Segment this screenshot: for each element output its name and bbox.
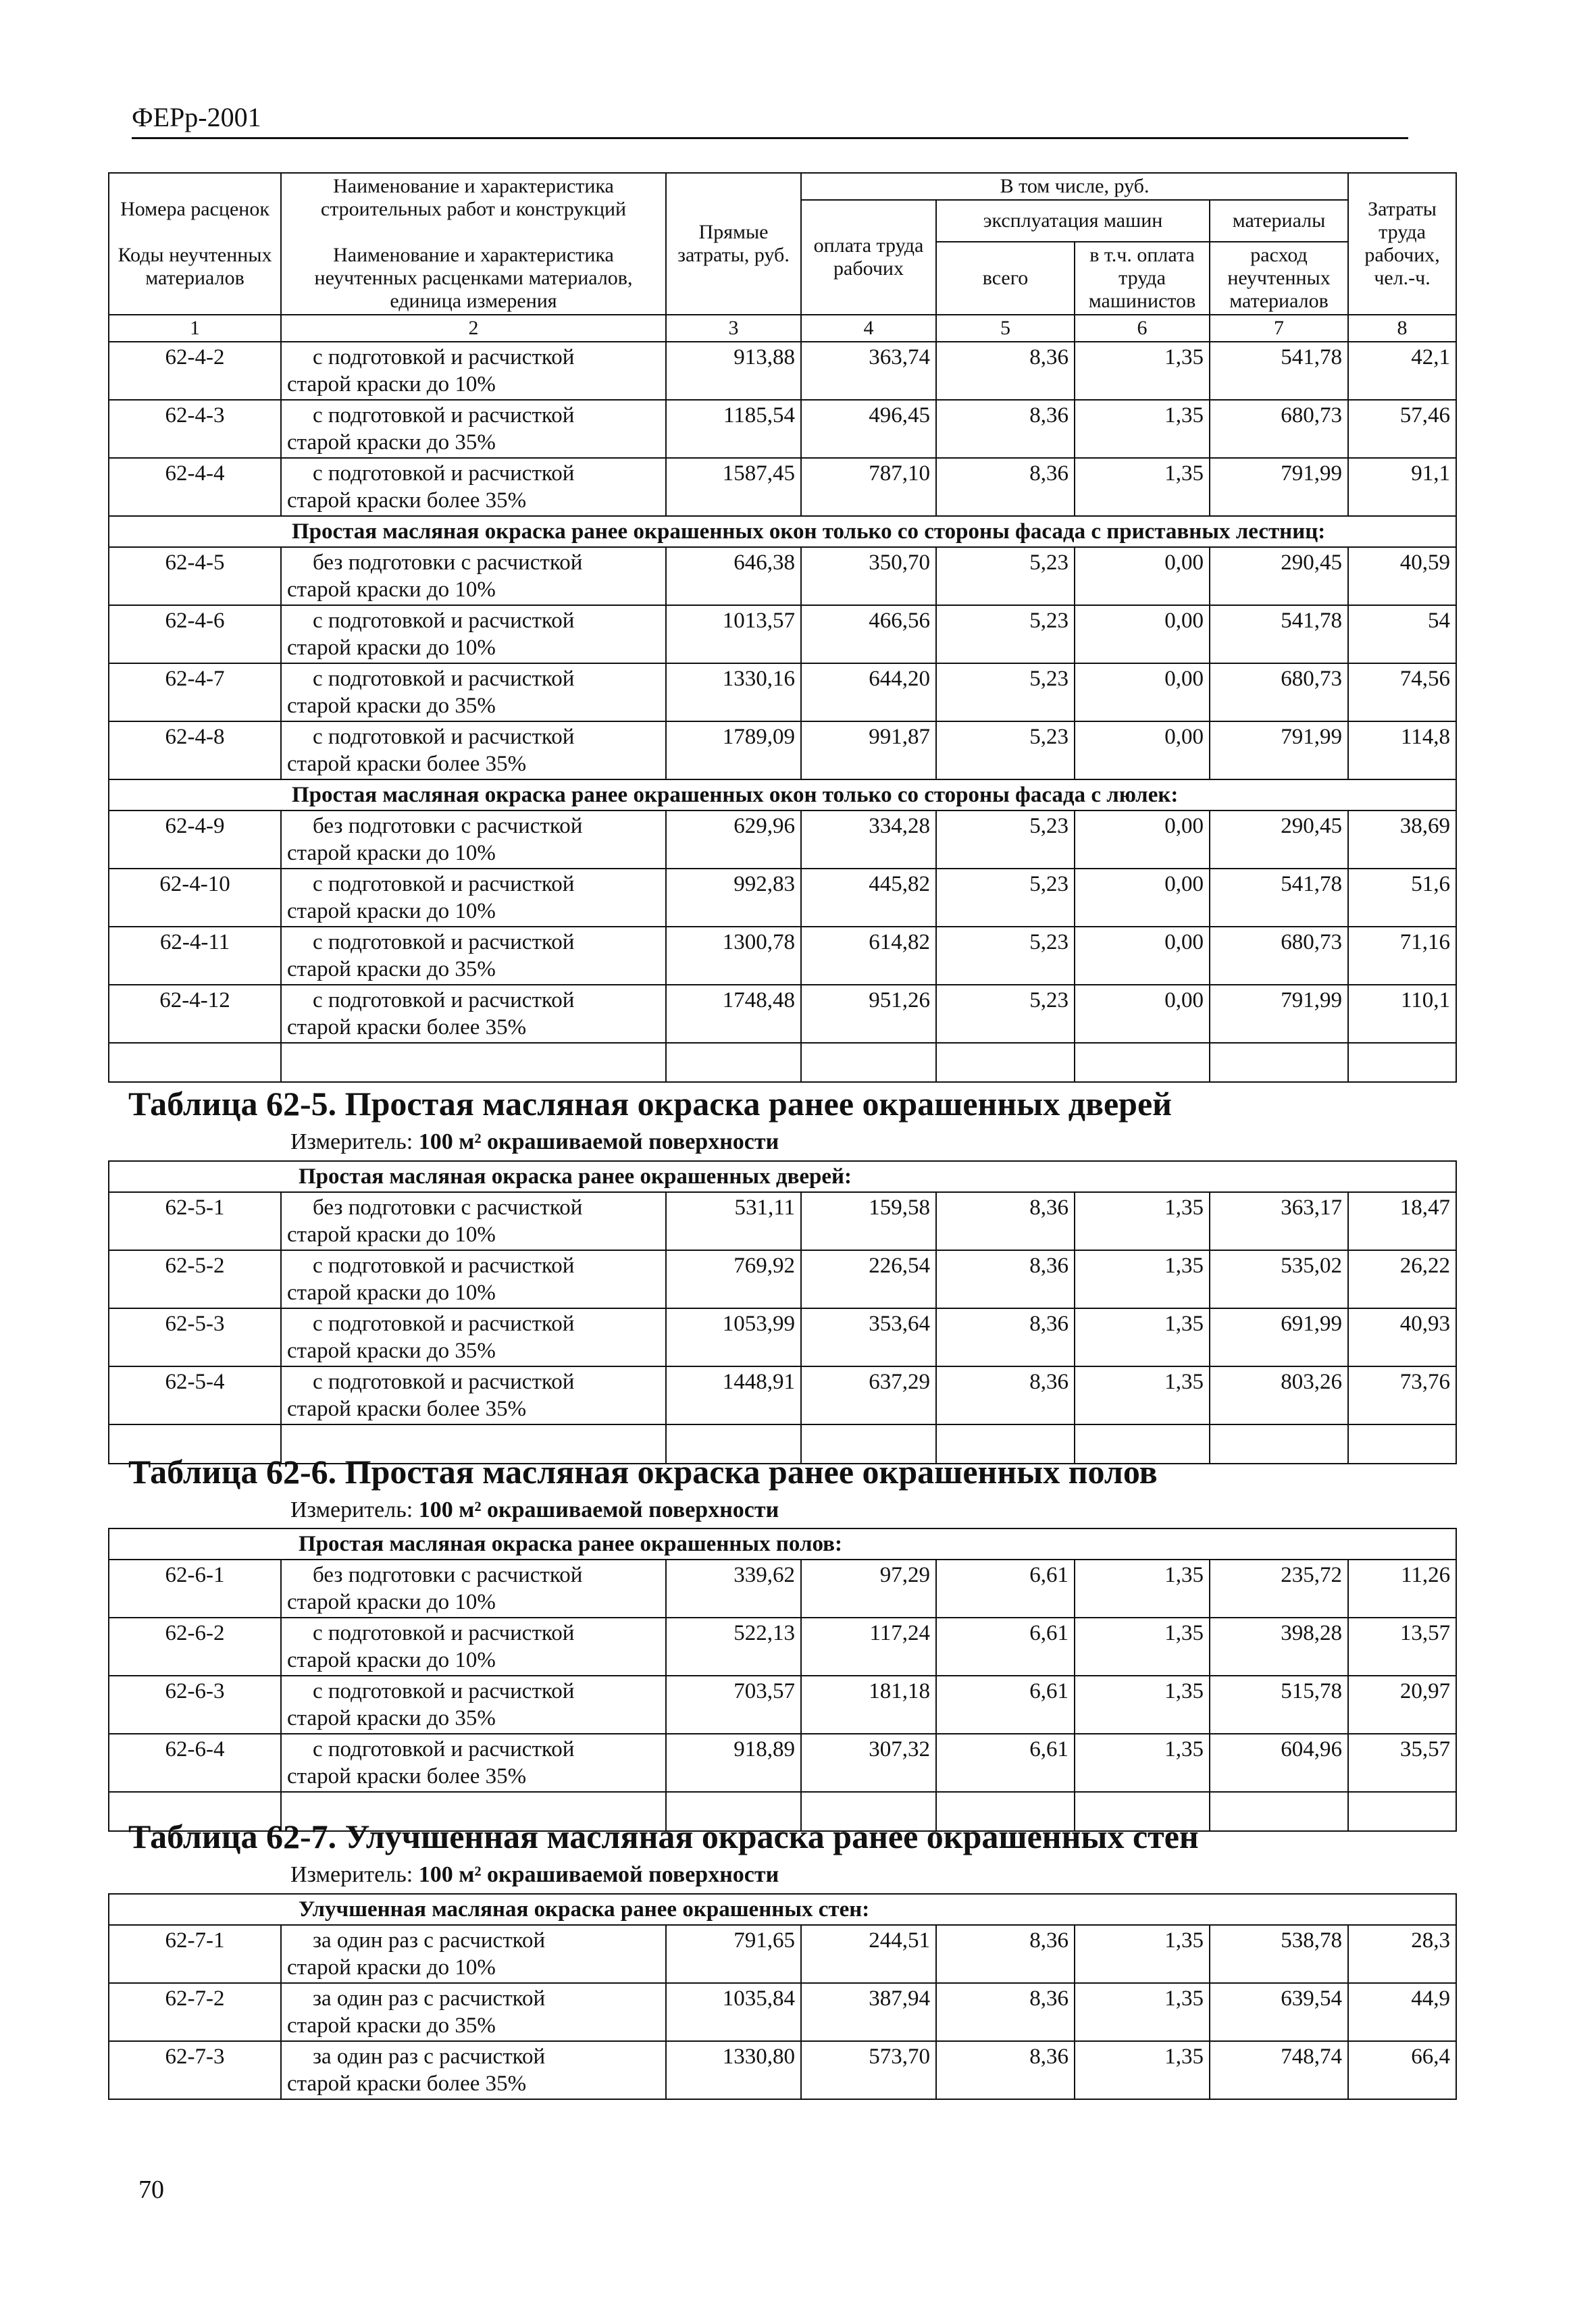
- labor-hours-cell: 110,1: [1348, 985, 1456, 1043]
- description-line: за один раз с расчисткой: [313, 1928, 546, 1953]
- wages-cell: 573,70: [801, 2041, 936, 2099]
- wages-cell: 991,87: [801, 721, 936, 779]
- materials-cell: 538,78: [1210, 1925, 1348, 1983]
- rate-code: 62-6-2: [109, 1618, 281, 1676]
- machines-total-cell: 8,36: [936, 1308, 1075, 1366]
- rate-code: 62-4-9: [109, 811, 281, 869]
- materials-cell: 680,73: [1210, 663, 1348, 721]
- table-row: [109, 1560, 1456, 1618]
- table-row: [109, 2041, 1456, 2099]
- machinist-wages-cell: 1,35: [1075, 1250, 1210, 1308]
- header-labor: Затраты труда рабочих, чел.-ч.: [1348, 173, 1456, 315]
- description-line: с подготовкой и расчисткой: [313, 1737, 575, 1762]
- wages-cell: 353,64: [801, 1308, 936, 1366]
- machines-total-cell: 8,36: [936, 1983, 1075, 2041]
- wages-cell: 644,20: [801, 663, 936, 721]
- wages-cell: 307,32: [801, 1734, 936, 1792]
- table-row: [109, 400, 1456, 458]
- work-description: [281, 1676, 666, 1734]
- machinist-wages-cell: 1,35: [1075, 342, 1210, 400]
- direct-costs-cell: 629,96: [666, 811, 801, 869]
- wages-cell: 951,26: [801, 985, 936, 1043]
- labor-hours-cell: 66,4: [1348, 2041, 1456, 2099]
- materials-cell: 515,78: [1210, 1676, 1348, 1734]
- wages-cell: 334,28: [801, 811, 936, 869]
- labor-hours-cell: 73,76: [1348, 1366, 1456, 1424]
- description-line: старой краски до 10%: [287, 577, 496, 602]
- machines-total-cell: 8,36: [936, 342, 1075, 400]
- table-62-5-measure: Измеритель: 100 м² окрашиваемой поверхности: [290, 1129, 779, 1154]
- table-62-7-measure: Измеритель: 100 м² окрашиваемой поверхности: [290, 1862, 779, 1887]
- labor-hours-cell: 51,6: [1348, 869, 1456, 927]
- machines-total-cell: 8,36: [936, 1925, 1075, 1983]
- labor-hours-cell: 11,26: [1348, 1560, 1456, 1618]
- description-line: старой краски до 10%: [287, 1955, 496, 1980]
- wages-cell: 181,18: [801, 1676, 936, 1734]
- table-row: [109, 811, 1456, 869]
- filler-row: [109, 1043, 1456, 1082]
- direct-costs-cell: 1748,48: [666, 985, 801, 1043]
- rate-code: 62-5-4: [109, 1366, 281, 1424]
- materials-cell: 791,99: [1210, 458, 1348, 516]
- materials-cell: 363,17: [1210, 1192, 1348, 1250]
- rate-code: 62-4-2: [109, 342, 281, 400]
- header-including: В том числе, руб.: [801, 173, 1348, 200]
- direct-costs-cell: 992,83: [666, 869, 801, 927]
- direct-costs-cell: 1330,16: [666, 663, 801, 721]
- description-line: с подготовкой и расчисткой: [313, 667, 575, 691]
- description-line: с подготовкой и расчисткой: [313, 1254, 575, 1278]
- table-62-7-title: Таблица 62-7. Улучшенная масляная окраска ранее окрашенных стен: [128, 1818, 1199, 1855]
- description-line: старой краски более 35%: [287, 488, 527, 513]
- direct-costs-cell: 1789,09: [666, 721, 801, 779]
- column-number: 2: [281, 315, 666, 342]
- machinist-wages-cell: 1,35: [1075, 1366, 1210, 1424]
- description-line: старой краски до 10%: [287, 1223, 496, 1247]
- rate-code: 62-4-5: [109, 547, 281, 605]
- description-line: старой краски до 35%: [287, 1339, 496, 1363]
- machines-total-cell: 8,36: [936, 400, 1075, 458]
- description-line: старой краски до 35%: [287, 2013, 496, 2038]
- labor-hours-cell: 13,57: [1348, 1618, 1456, 1676]
- work-description: [281, 605, 666, 663]
- work-description: [281, 1925, 666, 1983]
- table-row: [109, 1192, 1456, 1250]
- rate-code: 62-4-10: [109, 869, 281, 927]
- machinist-wages-cell: 1,35: [1075, 458, 1210, 516]
- rate-code: 62-4-7: [109, 663, 281, 721]
- table-row: [109, 342, 1456, 400]
- direct-costs-cell: 1185,54: [666, 400, 801, 458]
- wages-cell: 117,24: [801, 1618, 936, 1676]
- rate-code: 62-4-8: [109, 721, 281, 779]
- description-line: старой краски до 35%: [287, 957, 496, 981]
- section-heading: Простая масляная окраска ранее окрашенных дверей:: [109, 1161, 1456, 1192]
- description-line: старой краски более 35%: [287, 1764, 527, 1789]
- machinist-wages-cell: 1,35: [1075, 2041, 1210, 2099]
- direct-costs-cell: 1013,57: [666, 605, 801, 663]
- section-row: [109, 516, 1456, 547]
- work-description: [281, 1366, 666, 1424]
- column-number: 5: [936, 315, 1075, 342]
- machinist-wages-cell: 0,00: [1075, 547, 1210, 605]
- machinist-wages-cell: 0,00: [1075, 811, 1210, 869]
- work-description: [281, 1983, 666, 2041]
- materials-cell: 398,28: [1210, 1618, 1348, 1676]
- section-heading: Простая масляная окраска ранее окрашенных окон только со стороны фасада с люлек:: [109, 779, 1456, 811]
- work-description: [281, 927, 666, 985]
- column-number: 6: [1075, 315, 1210, 342]
- table-row: [109, 1250, 1456, 1308]
- table-row: [109, 869, 1456, 927]
- description-line: с подготовкой и расчисткой: [313, 725, 575, 749]
- rate-code: 62-7-2: [109, 1983, 281, 2041]
- description-line: старой краски до 10%: [287, 899, 496, 923]
- description-line: старой краски более 35%: [287, 752, 527, 776]
- table-row: [109, 985, 1456, 1043]
- rate-code: 62-4-4: [109, 458, 281, 516]
- section-row: [109, 779, 1456, 811]
- materials-cell: 639,54: [1210, 1983, 1348, 2041]
- labor-hours-cell: 40,93: [1348, 1308, 1456, 1366]
- wages-cell: 159,58: [801, 1192, 936, 1250]
- column-number: 8: [1348, 315, 1456, 342]
- description-line: с подготовкой и расчисткой: [313, 1370, 575, 1394]
- wages-cell: 244,51: [801, 1925, 936, 1983]
- materials-cell: 791,99: [1210, 985, 1348, 1043]
- description-line: за один раз с расчисткой: [313, 1986, 546, 2011]
- column-number: 4: [801, 315, 936, 342]
- rate-code: 62-7-3: [109, 2041, 281, 2099]
- table-62-5-title: Таблица 62-5. Простая масляная окраска ранее окрашенных дверей: [128, 1085, 1172, 1123]
- materials-cell: 290,45: [1210, 547, 1348, 605]
- description-line: за один раз с расчисткой: [313, 2045, 546, 2069]
- column-number: 7: [1210, 315, 1348, 342]
- table-row: [109, 605, 1456, 663]
- rate-code: 62-4-11: [109, 927, 281, 985]
- description-line: с подготовкой и расчисткой: [313, 1679, 575, 1703]
- materials-cell: 535,02: [1210, 1250, 1348, 1308]
- labor-hours-cell: 18,47: [1348, 1192, 1456, 1250]
- description-line: старой краски до 10%: [287, 372, 496, 396]
- description-line: старой краски до 10%: [287, 1648, 496, 1672]
- work-description: [281, 663, 666, 721]
- materials-cell: 748,74: [1210, 2041, 1348, 2099]
- materials-cell: 541,78: [1210, 342, 1348, 400]
- wages-cell: 226,54: [801, 1250, 936, 1308]
- description-line: с подготовкой и расчисткой: [313, 403, 575, 428]
- labor-hours-cell: 42,1: [1348, 342, 1456, 400]
- table-62-7: [108, 1893, 1456, 2100]
- materials-cell: 604,96: [1210, 1734, 1348, 1792]
- labor-hours-cell: 57,46: [1348, 400, 1456, 458]
- section-heading: Простая масляная окраска ранее окрашенных окон только со стороны фасада с приставных лестниц:: [109, 516, 1456, 547]
- materials-cell: 235,72: [1210, 1560, 1348, 1618]
- table-row: [109, 1983, 1456, 2041]
- direct-costs-cell: 769,92: [666, 1250, 801, 1308]
- work-description: [281, 1192, 666, 1250]
- header-wages: оплата труда рабочих: [801, 200, 936, 315]
- table-row: [109, 458, 1456, 516]
- table-62-4: [108, 172, 1456, 1083]
- labor-hours-cell: 74,56: [1348, 663, 1456, 721]
- section-row: [109, 1894, 1456, 1925]
- table-row: [109, 1676, 1456, 1734]
- description-line: старой краски более 35%: [287, 1015, 527, 1039]
- description-line: старой краски до 35%: [287, 1706, 496, 1730]
- materials-cell: 791,99: [1210, 721, 1348, 779]
- description-line: с подготовкой и расчисткой: [313, 1312, 575, 1336]
- direct-costs-cell: 913,88: [666, 342, 801, 400]
- wages-cell: 466,56: [801, 605, 936, 663]
- machinist-wages-cell: 1,35: [1075, 1925, 1210, 1983]
- machines-total-cell: 5,23: [936, 605, 1075, 663]
- section-row: [109, 1161, 1456, 1192]
- table-row: [109, 721, 1456, 779]
- machinist-wages-cell: 1,35: [1075, 1983, 1210, 2041]
- table-row: [109, 927, 1456, 985]
- work-description: [281, 1250, 666, 1308]
- table-62-6-title: Таблица 62-6. Простая масляная окраска ранее окрашенных полов: [128, 1453, 1158, 1491]
- machines-total-cell: 8,36: [936, 1250, 1075, 1308]
- materials-cell: 541,78: [1210, 869, 1348, 927]
- materials-cell: 691,99: [1210, 1308, 1348, 1366]
- machines-total-cell: 8,36: [936, 458, 1075, 516]
- direct-costs-cell: 791,65: [666, 1925, 801, 1983]
- direct-costs-cell: 522,13: [666, 1618, 801, 1676]
- table-row: [109, 663, 1456, 721]
- machines-total-cell: 5,23: [936, 721, 1075, 779]
- table-62-6: [108, 1528, 1456, 1832]
- rate-code: 62-4-6: [109, 605, 281, 663]
- machinist-wages-cell: 1,35: [1075, 1734, 1210, 1792]
- machines-total-cell: 6,61: [936, 1676, 1075, 1734]
- header-direct-costs: Прямые затраты, руб.: [666, 173, 801, 315]
- labor-hours-cell: 71,16: [1348, 927, 1456, 985]
- wages-cell: 350,70: [801, 547, 936, 605]
- labor-hours-cell: 28,3: [1348, 1925, 1456, 1983]
- machinist-wages-cell: 0,00: [1075, 605, 1210, 663]
- rate-code: 62-4-12: [109, 985, 281, 1043]
- direct-costs-cell: 1587,45: [666, 458, 801, 516]
- rate-code: 62-5-3: [109, 1308, 281, 1366]
- wages-cell: 614,82: [801, 927, 936, 985]
- description-line: старой краски до 35%: [287, 430, 496, 455]
- labor-hours-cell: 35,57: [1348, 1734, 1456, 1792]
- header-machines: эксплуатация машин: [936, 200, 1210, 242]
- column-number: 1: [109, 315, 281, 342]
- machines-total-cell: 5,23: [936, 927, 1075, 985]
- machinist-wages-cell: 0,00: [1075, 869, 1210, 927]
- description-line: с подготовкой и расчисткой: [313, 872, 575, 896]
- table-row: [109, 1618, 1456, 1676]
- wages-cell: 97,29: [801, 1560, 936, 1618]
- running-header: ФЕРр-2001: [132, 101, 1408, 139]
- materials-cell: 803,26: [1210, 1366, 1348, 1424]
- wages-cell: 787,10: [801, 458, 936, 516]
- direct-costs-cell: 531,11: [666, 1192, 801, 1250]
- work-description: [281, 2041, 666, 2099]
- rate-code: 62-4-3: [109, 400, 281, 458]
- header-name: Наименование и характеристика строительных работ и конструкций Наименование и характеристика неучтенных расценками материалов, единица измерения: [281, 173, 666, 315]
- direct-costs-cell: 1448,91: [666, 1366, 801, 1424]
- header-codes: Номера расценок Коды неучтенных материалов: [109, 173, 281, 315]
- description-line: с подготовкой и расчисткой: [313, 988, 575, 1012]
- description-line: старой краски до 35%: [287, 694, 496, 718]
- machinist-wages-cell: 1,35: [1075, 1560, 1210, 1618]
- header-mach-total: всего: [936, 242, 1075, 315]
- direct-costs-cell: 339,62: [666, 1560, 801, 1618]
- direct-costs-cell: 1035,84: [666, 1983, 801, 2041]
- labor-hours-cell: 91,1: [1348, 458, 1456, 516]
- labor-hours-cell: 54: [1348, 605, 1456, 663]
- machines-total-cell: 5,23: [936, 869, 1075, 927]
- description-line: без подготовки с расчисткой: [313, 550, 583, 575]
- work-description: [281, 400, 666, 458]
- description-line: с подготовкой и расчисткой: [313, 461, 575, 486]
- direct-costs-cell: 646,38: [666, 547, 801, 605]
- labor-hours-cell: 20,97: [1348, 1676, 1456, 1734]
- machinist-wages-cell: 1,35: [1075, 1308, 1210, 1366]
- header-mach-wages: в т.ч. оплата труда машинистов: [1075, 242, 1210, 315]
- direct-costs-cell: 1053,99: [666, 1308, 801, 1366]
- work-description: [281, 811, 666, 869]
- direct-costs-cell: 1300,78: [666, 927, 801, 985]
- machinist-wages-cell: 0,00: [1075, 985, 1210, 1043]
- page-number: 70: [138, 2176, 164, 2204]
- machines-total-cell: 6,61: [936, 1734, 1075, 1792]
- description-line: с подготовкой и расчисткой: [313, 345, 575, 369]
- rate-code: 62-6-1: [109, 1560, 281, 1618]
- description-line: старой краски до 10%: [287, 1281, 496, 1305]
- header-mat-consumption: расход неучтенных материалов: [1210, 242, 1348, 315]
- table-row: [109, 1925, 1456, 1983]
- table-row: [109, 1734, 1456, 1792]
- section-row: [109, 1528, 1456, 1560]
- labor-hours-cell: 114,8: [1348, 721, 1456, 779]
- wages-cell: 363,74: [801, 342, 936, 400]
- machines-total-cell: 8,36: [936, 1366, 1075, 1424]
- rate-code: 62-5-1: [109, 1192, 281, 1250]
- description-line: с подготовкой и расчисткой: [313, 609, 575, 633]
- labor-hours-cell: 38,69: [1348, 811, 1456, 869]
- work-description: [281, 458, 666, 516]
- table-62-6-measure: Измеритель: 100 м² окрашиваемой поверхности: [290, 1497, 779, 1522]
- machinist-wages-cell: 0,00: [1075, 663, 1210, 721]
- direct-costs-cell: 918,89: [666, 1734, 801, 1792]
- labor-hours-cell: 26,22: [1348, 1250, 1456, 1308]
- description-line: без подготовки с расчисткой: [313, 1195, 583, 1220]
- work-description: [281, 1560, 666, 1618]
- column-number: 3: [666, 315, 801, 342]
- description-line: старой краски до 10%: [287, 636, 496, 660]
- machines-total-cell: 5,23: [936, 663, 1075, 721]
- column-numbers-row: [109, 315, 1456, 342]
- header-row-1: [109, 173, 1456, 200]
- rate-code: 62-7-1: [109, 1925, 281, 1983]
- work-description: [281, 1618, 666, 1676]
- labor-hours-cell: 40,59: [1348, 547, 1456, 605]
- work-description: [281, 985, 666, 1043]
- description-line: без подготовки с расчисткой: [313, 1563, 583, 1587]
- machines-total-cell: 5,23: [936, 985, 1075, 1043]
- machinist-wages-cell: 1,35: [1075, 1676, 1210, 1734]
- description-line: без подготовки с расчисткой: [313, 814, 583, 838]
- description-line: с подготовкой и расчисткой: [313, 1621, 575, 1645]
- work-description: [281, 342, 666, 400]
- rate-code: 62-6-3: [109, 1676, 281, 1734]
- description-line: старой краски до 10%: [287, 1590, 496, 1614]
- description-line: старой краски до 10%: [287, 841, 496, 865]
- wages-cell: 445,82: [801, 869, 936, 927]
- work-description: [281, 869, 666, 927]
- table-row: [109, 547, 1456, 605]
- section-heading: Простая масляная окраска ранее окрашенных полов:: [109, 1528, 1456, 1560]
- table-row: [109, 1366, 1456, 1424]
- machinist-wages-cell: 0,00: [1075, 721, 1210, 779]
- table-row: [109, 1308, 1456, 1366]
- description-line: с подготовкой и расчисткой: [313, 930, 575, 954]
- work-description: [281, 721, 666, 779]
- machines-total-cell: 5,23: [936, 547, 1075, 605]
- materials-cell: 541,78: [1210, 605, 1348, 663]
- machinist-wages-cell: 1,35: [1075, 1192, 1210, 1250]
- machines-total-cell: 8,36: [936, 1192, 1075, 1250]
- rate-code: 62-6-4: [109, 1734, 281, 1792]
- table-62-5: [108, 1160, 1456, 1464]
- machines-total-cell: 8,36: [936, 2041, 1075, 2099]
- description-line: старой краски более 35%: [287, 2072, 527, 2096]
- materials-cell: 680,73: [1210, 927, 1348, 985]
- work-description: [281, 1308, 666, 1366]
- machinist-wages-cell: 1,35: [1075, 1618, 1210, 1676]
- section-heading: Улучшенная масляная окраска ранее окрашенных стен:: [109, 1894, 1456, 1925]
- wages-cell: 496,45: [801, 400, 936, 458]
- machines-total-cell: 6,61: [936, 1618, 1075, 1676]
- wages-cell: 637,29: [801, 1366, 936, 1424]
- header-materials: материалы: [1210, 200, 1348, 242]
- machinist-wages-cell: 0,00: [1075, 927, 1210, 985]
- materials-cell: 680,73: [1210, 400, 1348, 458]
- machinist-wages-cell: 1,35: [1075, 400, 1210, 458]
- work-description: [281, 1734, 666, 1792]
- rate-code: 62-5-2: [109, 1250, 281, 1308]
- direct-costs-cell: 1330,80: [666, 2041, 801, 2099]
- machines-total-cell: 6,61: [936, 1560, 1075, 1618]
- machines-total-cell: 5,23: [936, 811, 1075, 869]
- materials-cell: 290,45: [1210, 811, 1348, 869]
- wages-cell: 387,94: [801, 1983, 936, 2041]
- direct-costs-cell: 703,57: [666, 1676, 801, 1734]
- description-line: старой краски более 35%: [287, 1397, 527, 1421]
- labor-hours-cell: 44,9: [1348, 1983, 1456, 2041]
- work-description: [281, 547, 666, 605]
